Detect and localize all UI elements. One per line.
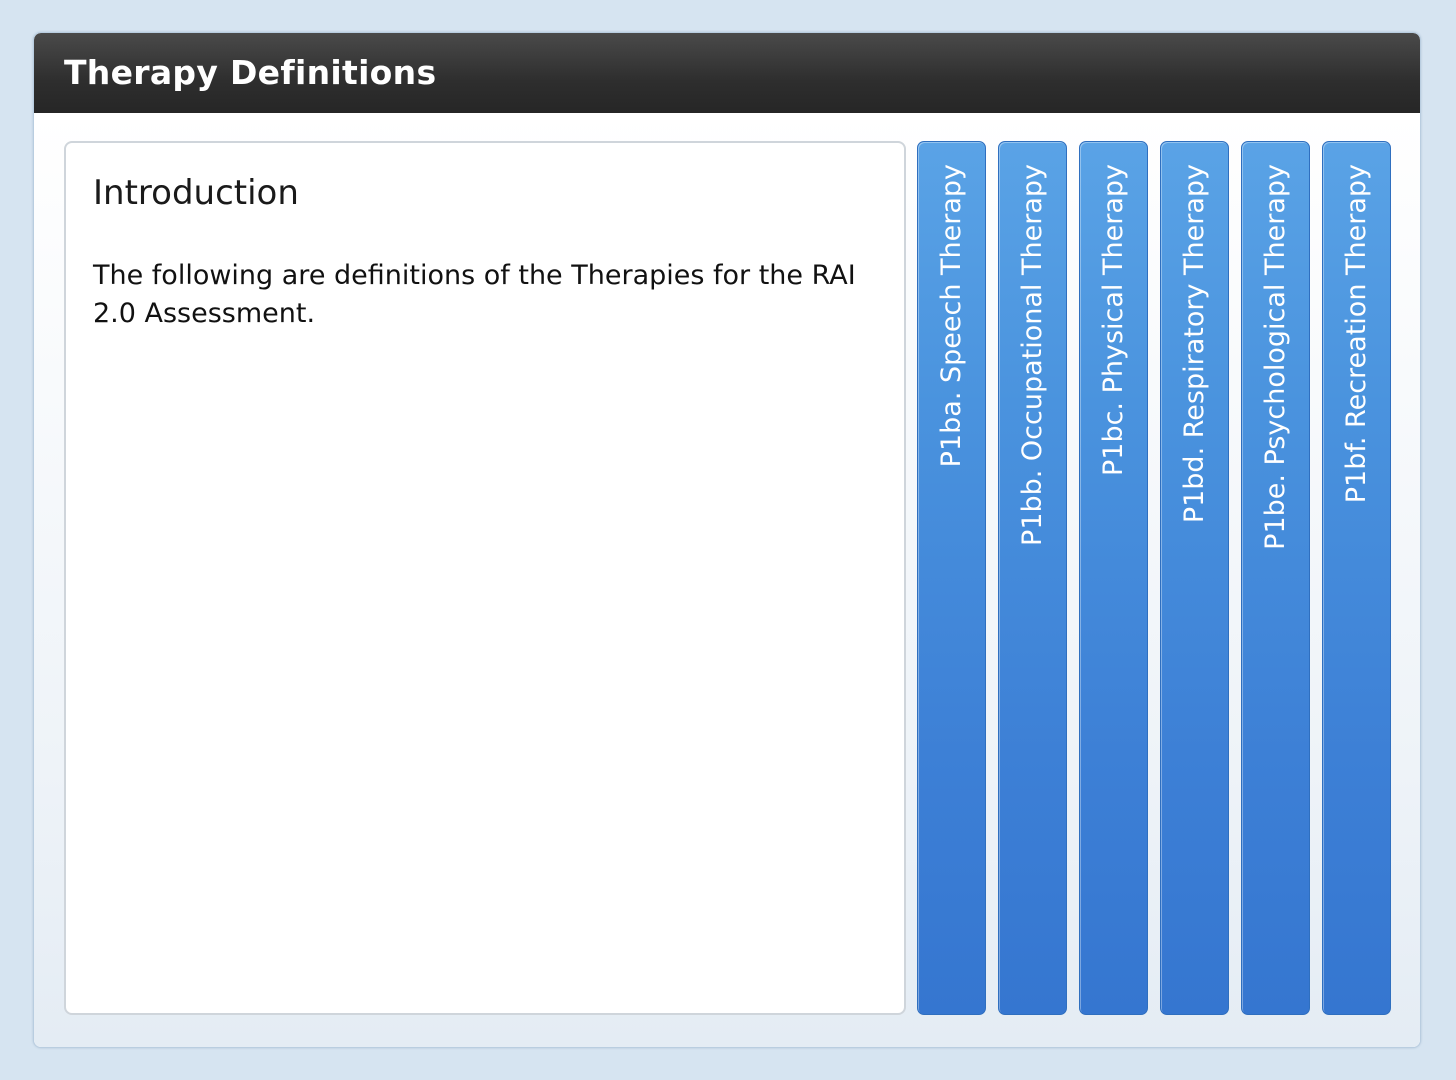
tab-label: P1bd. Respiratory Therapy <box>1178 164 1210 524</box>
introduction-heading: Introduction <box>93 173 299 213</box>
tab-physical-therapy[interactable] <box>1079 141 1148 1015</box>
tab-label: P1ba. Speech Therapy <box>935 164 967 468</box>
therapy-definitions-window <box>33 32 1421 1048</box>
title-bar <box>34 33 1420 113</box>
tab-occupational-therapy[interactable] <box>998 141 1067 1015</box>
tab-label: P1be. Psychological Therapy <box>1259 164 1291 550</box>
tab-label: P1bb. Occupational Therapy <box>1016 164 1048 546</box>
tab-label: P1bf. Recreation Therapy <box>1340 164 1372 504</box>
introduction-panel <box>64 141 906 1015</box>
window-title: Therapy Definitions <box>64 53 437 92</box>
introduction-text: The following are definitions of the Therapies for the RAI 2.0 Assessment. <box>93 260 856 329</box>
tab-label: P1bc. Physical Therapy <box>1097 164 1129 477</box>
tab-psychological-therapy[interactable] <box>1241 141 1310 1015</box>
tab-recreation-therapy[interactable] <box>1322 141 1391 1015</box>
tab-respiratory-therapy[interactable] <box>1160 141 1229 1015</box>
tab-speech-therapy[interactable] <box>917 141 986 1015</box>
content-area <box>34 113 1420 1048</box>
therapy-tabs <box>917 141 1395 1015</box>
